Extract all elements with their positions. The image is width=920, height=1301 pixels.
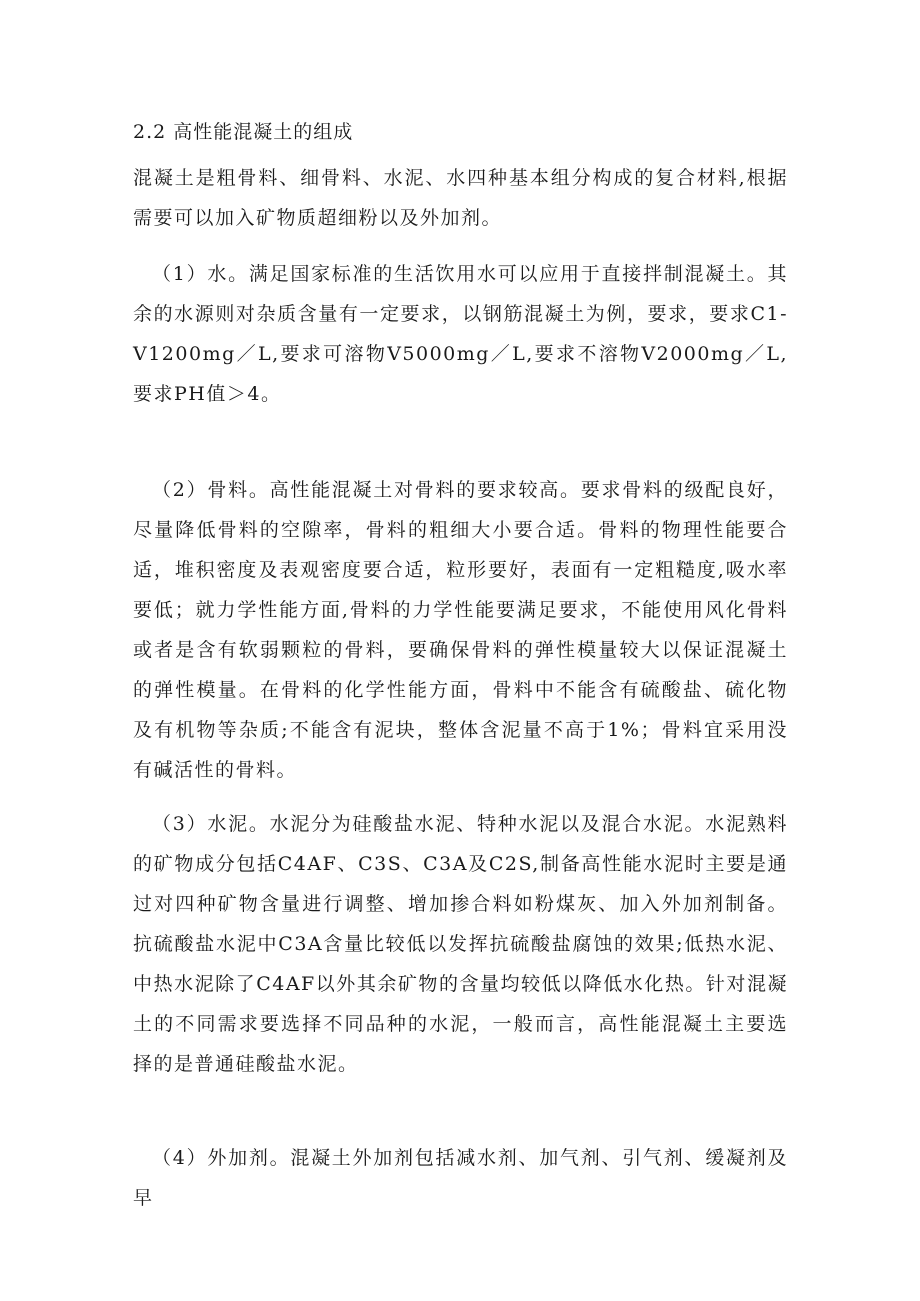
section-heading: 2.2 高性能混凝土的组成 xyxy=(133,121,354,143)
paragraph-aggregate: （2）骨料。高性能混凝土对骨料的要求较高。要求骨料的级配良好，尽量降低骨料的空隙率，骨料的粗细大小要合适。骨料的物理性能要合适，堆积密度及表观密度要合适，粒形要好，表面有一定粗糙度,吸水率要低；就力学性能方面,骨料的力学性能要满足要求，不能使用风化骨料或者是含有软弱颗粒的骨料，要确保骨料的弹性模量较大以保证混凝土的弹性模量。在骨料的化学性能方面，骨料中不能含有硫酸盐、硫化物及有机物等杂质;不能含有泥块，整体含泥量不高于1%；骨料宜采用没有碱活性的骨料。 xyxy=(133,479,788,781)
paragraph-cement: （3）水泥。水泥分为硅酸盐水泥、特种水泥以及混合水泥。水泥熟料的矿物成分包括C4AF、C3S、C3A及C2S,制备高性能水泥时主要是通过对四种矿物含量进行调整、增加掺合料如粉煤灰、加入外加剂制备。抗硫酸盐水泥中C3A含量比较低以发挥抗硫酸盐腐蚀的效果;低热水泥、中热水泥除了C4AF以外其余矿物的含量均较低以降低水化热。针对混凝土的不同需求要选择不同品种的水泥，一般而言，高性能混凝土主要选择的是普通硅酸盐水泥。 xyxy=(133,813,788,1075)
paragraph-water: （1）水。满足国家标准的生活饮用水可以应用于直接拌制混凝土。其余的水源则对杂质含量有一定要求，以钢筋混凝土为例，要求，要求C1-V1200mg／L,要求可溶物V5000mg／L,要求不溶物V2000mg／L,要求PH值＞4。 xyxy=(133,263,788,405)
paragraph-admixture: （4）外加剂。混凝土外加剂包括减水剂、加气剂、引气剂、缓凝剂及早 xyxy=(133,1147,788,1209)
paragraph-intro: 混凝土是粗骨料、细骨料、水泥、水四种基本组分构成的复合材料,根据需要可以加入矿物质超细粉以及外加剂。 xyxy=(133,167,788,229)
